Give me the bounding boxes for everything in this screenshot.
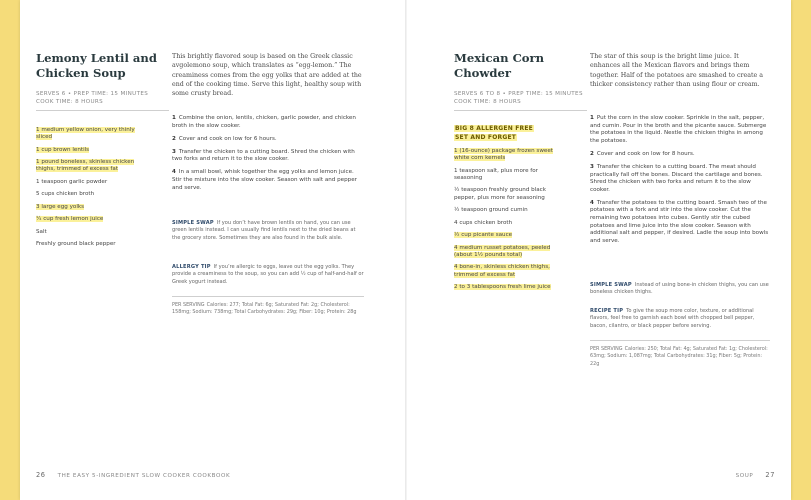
- recipe-intro: This brightly flavored soup is based on the Greek classic avgolemono soup, which translates as “egg-lemon.” The creaminess comes from the egg yolks that are added at the end of the cooking time. Serve this light, healthy soup with some crusty bread.: [172, 53, 362, 98]
- ingredient-text: 1 cup brown lentils: [36, 146, 90, 153]
- ingredient-item: [454, 245, 566, 259]
- ingredient-item: [454, 187, 566, 201]
- step-text: Transfer the potatoes to the cutting board. Smash two of the potatoes with a fork and stir into the slow cooker. Cut the remaining two potatoes into cubes. Gently stir the cubed potatoes and lime juice into the slow cooker. Season with additional salt and pepper, if desired. Ladle the soup into bowls and serve.: [590, 199, 769, 244]
- serves-prep-time: SERVES 6 • PREP TIME: 15 MINUTES: [36, 91, 149, 97]
- right-footer: [736, 471, 775, 479]
- ingredient-text: 1 medium yellow onion, very thinly sliced: [36, 127, 135, 141]
- ingredient-text: Salt: [36, 228, 47, 235]
- step-number: 1: [590, 115, 594, 121]
- ingredient-item: [454, 148, 566, 162]
- ingredient-item: [36, 147, 146, 154]
- ingredient-item: [36, 179, 146, 186]
- ingredient-text: 3 large egg yolks: [36, 203, 85, 210]
- step-text: Cover and cook on low for 8 hours.: [596, 150, 695, 157]
- ingredient-item: [36, 216, 146, 223]
- ingredient-item: [36, 204, 146, 211]
- recipe-title: [36, 51, 176, 81]
- recipe-title-line: Chicken Soup: [36, 66, 126, 80]
- step-number: 3: [590, 163, 594, 170]
- tip-label: SIMPLE SWAP: [172, 220, 214, 226]
- ingredient-text: 1 pound boneless, skinless chicken thighs, trimmed of excess fat: [36, 159, 135, 173]
- ingredient-text: ½ teaspoon freshly ground black pepper, plus more for seasoning: [454, 187, 547, 201]
- serves-prep-time: SERVES 6 TO 8 • PREP TIME: 15 MINUTES: [454, 91, 583, 97]
- left-page: [20, 0, 405, 500]
- step-number: 3: [172, 148, 176, 155]
- recipe-title-line: Lemony Lentil and: [36, 51, 157, 65]
- step-item: [172, 149, 362, 164]
- ingredient-text: ½ teaspoon ground cumin: [454, 207, 528, 214]
- recipe-intro: The star of this soup is the bright lime juice. It enhances all the Mexican flavors and brings them together. Half of the potatoes are smashed to create a thicker consistency rather than using flour or cream.: [590, 53, 763, 88]
- step-text: In a small bowl, whisk together the egg yolks and lemon juice. Stir the mixture into the slow cooker. Season with salt and pepper and serve.: [172, 169, 357, 191]
- step-number: 2: [172, 135, 176, 142]
- nutrition-label: PER SERVING: [172, 302, 205, 308]
- step-number: 2: [590, 150, 594, 157]
- ingredient-list: [36, 127, 146, 254]
- nutrition-text: Calories: 250; Total Fat: 4g; Saturated Fat: 1g; Cholesterol: 63mg; Sodium: 1,087mg; Total Carbohydrates: 31g; Fiber: 5g; Protein: 22g: [590, 346, 768, 367]
- ingredient-text: 5 cups chicken broth: [36, 191, 95, 198]
- tip-text: To give the soup more color, texture, or additional flavors, feel free to garnish each bowl with chopped bell pepper, bacon, cilantro, or black pepper before serving.: [590, 308, 755, 329]
- left-footer: [36, 471, 230, 479]
- tip-label: ALLERGY TIP: [172, 264, 211, 270]
- tip-label: SIMPLE SWAP: [590, 282, 632, 288]
- recipe-title: [454, 51, 584, 81]
- page-number: 27: [765, 471, 775, 479]
- recipe-tags: [454, 124, 574, 142]
- step-item: [172, 136, 362, 144]
- divider: [36, 110, 169, 111]
- nutrition-label: PER SERVING: [590, 346, 623, 352]
- divider: [590, 340, 770, 341]
- ingredient-item: [36, 229, 146, 236]
- running-head: SOUP: [735, 473, 754, 479]
- tag-allergen-free: BIG 8 ALLERGEN FREE: [455, 125, 533, 132]
- step-number: 4: [172, 169, 176, 176]
- ingredient-text: 4 medium russet potatoes, peeled (about 1½ pounds total): [454, 244, 551, 258]
- ingredient-item: [454, 220, 566, 227]
- ingredient-text: ½ cup picante sauce: [454, 232, 513, 239]
- step-item: [590, 151, 770, 159]
- ingredient-text: 1 (16-ounce) package frozen sweet white corn kernels: [454, 148, 553, 162]
- recipe-title-line: Chowder: [454, 66, 511, 80]
- allergy-tip: [172, 264, 364, 286]
- ingredient-item: [454, 264, 566, 278]
- page-number: 26: [36, 471, 46, 479]
- ingredient-text: 4 cups chicken broth: [454, 219, 513, 226]
- ingredient-text: 4 bone-in, skinless chicken thighs, trimmed of excess fat: [454, 264, 550, 278]
- cook-time: COOK TIME: 8 HOURS: [454, 99, 522, 105]
- step-text: Transfer the chicken to a cutting board. Shred the chicken with two forks and return it to the slow cooker.: [172, 148, 355, 163]
- divider: [454, 110, 587, 111]
- tip-text: If you’re allergic to eggs, leave out the egg yolks. They provide a creaminess to the soup, so you can add ½ cup of half-and-half or Greek yogurt instead.: [172, 264, 364, 285]
- ingredient-item: [36, 127, 146, 141]
- tip-text: If you don’t have brown lentils on hand, you can use green lentils instead. I can usually find lentils next to the dried beans at the grocery store. Sometimes they are also found in the bulk aisle.: [172, 220, 356, 241]
- step-item: [172, 115, 362, 130]
- ingredient-text: Freshly ground black pepper: [36, 241, 116, 248]
- step-list: [172, 115, 362, 198]
- ingredient-text: ¼ cup fresh lemon juice: [36, 216, 104, 223]
- nutrition-info: [172, 302, 364, 317]
- step-text: Transfer the chicken to a cutting board. The meat should practically fall off the bones. Discard the cartilage and bones. Shred the chicken with two forks and return it to the slow cooker.: [590, 163, 763, 193]
- ingredient-item: [36, 159, 146, 173]
- cook-time: COOK TIME: 8 HOURS: [36, 99, 104, 105]
- tip-label: RECIPE TIP: [590, 308, 624, 314]
- step-list: [590, 115, 770, 251]
- nutrition-text: Calories: 277; Total Fat: 6g; Saturated Fat: 2g; Cholesterol: 158mg; Sodium: 738mg; Total Carbohydrates: 29g; Fiber: 10g; Protein: 28g: [172, 302, 357, 316]
- ingredient-item: [454, 284, 566, 291]
- tip-text: Instead of using bone-in chicken thighs, you can use boneless chicken thighs.: [590, 282, 769, 296]
- ingredient-list: [454, 148, 566, 297]
- divider: [172, 296, 364, 297]
- ingredient-item: [454, 207, 566, 214]
- nutrition-info: [590, 346, 770, 368]
- simple-swap-tip: [172, 220, 364, 242]
- step-text: Cover and cook on low for 6 hours.: [178, 135, 277, 142]
- step-text: Combine the onion, lentils, chicken, garlic powder, and chicken broth in the slow cooker.: [172, 115, 356, 129]
- ingredient-text: 2 to 3 tablespoons fresh lime juice: [454, 284, 551, 291]
- cookbook-spread: [20, 0, 791, 500]
- step-item: [590, 164, 770, 194]
- step-number: 1: [172, 115, 176, 121]
- ingredient-item: [454, 232, 566, 239]
- recipe-title-line: Mexican Corn: [454, 51, 545, 65]
- step-item: [590, 115, 770, 145]
- running-head: THE EASY 5-INGREDIENT SLOW COOKER COOKBOOK: [57, 473, 231, 479]
- right-page: [407, 0, 791, 500]
- step-text: Put the corn in the slow cooker. Sprinkle in the salt, pepper, and cumin. Pour in the broth and the picante sauce. Submerge the potatoes in the liquid. Nestle the chicken thighs in among the potatoes.: [590, 115, 767, 144]
- ingredient-text: 1 teaspoon garlic powder: [36, 178, 108, 185]
- recipe-meta: [36, 90, 166, 106]
- simple-swap-tip: [590, 282, 770, 297]
- ingredient-item: [36, 241, 146, 248]
- tag-set-and-forget: SET AND FORGET: [455, 134, 517, 141]
- ingredient-item: [454, 168, 566, 182]
- step-item: [590, 200, 770, 246]
- ingredient-item: [36, 191, 146, 198]
- step-number: 4: [590, 199, 594, 206]
- step-item: [172, 169, 362, 192]
- recipe-meta: [454, 90, 584, 106]
- ingredient-text: 1 teaspoon salt, plus more for seasoning: [454, 167, 538, 181]
- recipe-tip: [590, 308, 770, 330]
